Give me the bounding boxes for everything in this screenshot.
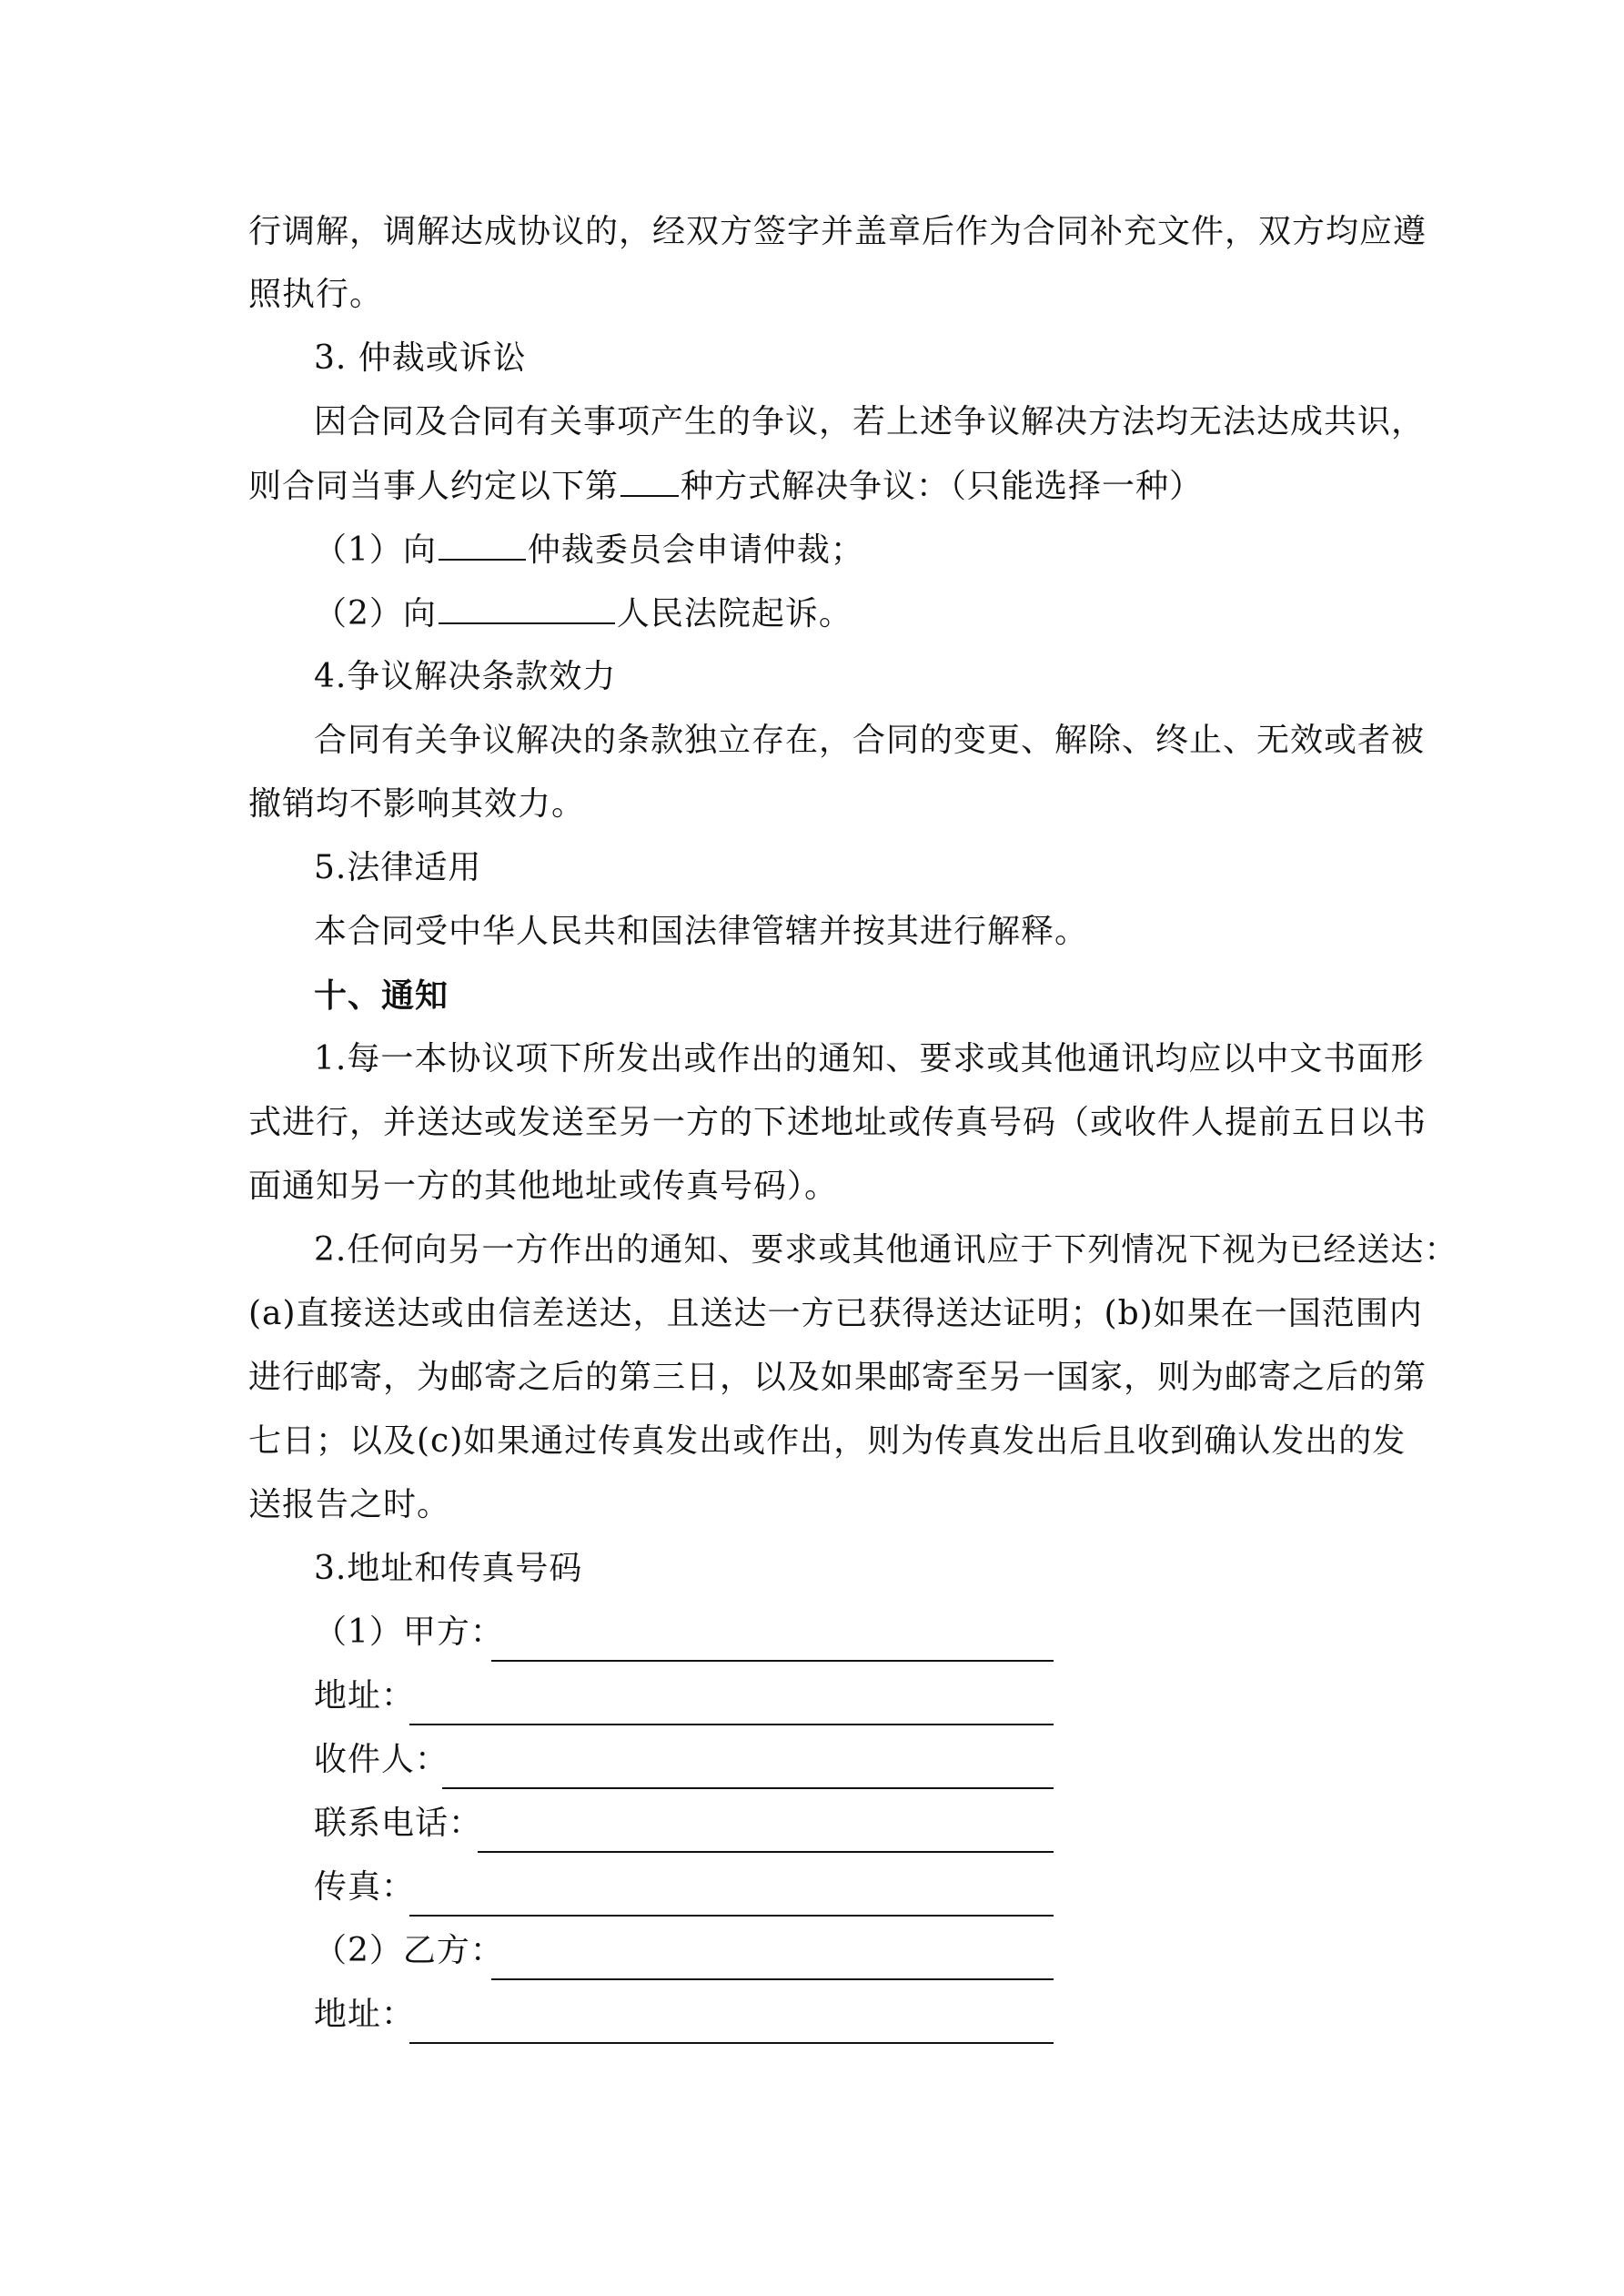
option-1-prefix: （1）向 <box>314 531 437 569</box>
party-a-fax-label: 传真： <box>314 1868 416 1906</box>
party-b-label: （2）乙方： <box>314 1932 504 1969</box>
dispute-line-2-after: 种方式解决争议：（只能选择一种） <box>681 468 1204 505</box>
method-number-blank[interactable] <box>620 464 679 497</box>
option-2-litigation <box>314 592 852 635</box>
notice-2-line-1: 2.任何向另一方作出的通知、要求或其他通讯应于下列情况下视为已经送达： <box>314 1231 1458 1269</box>
mediation-line-1: 行调解，调解达成协议的，经双方签字并盖章后作为合同补充文件，双方均应遵 <box>248 213 1427 250</box>
notice-2-line-3: 进行邮寄，为邮寄之后的第三日，以及如果邮寄至另一国家，则为邮寄之后的第 <box>248 1359 1427 1396</box>
item-3-title: 3. 仲裁或诉讼 <box>314 339 527 377</box>
party-a-fax-input-line[interactable] <box>409 1915 1054 1917</box>
party-b-input-line[interactable] <box>491 1978 1054 1980</box>
party-a-recipient-label: 收件人： <box>314 1741 449 1778</box>
notice-2-line-2: (a)直接送达或由信差送达，且送达一方已获得送达证明；(b)如果在一国范围内 <box>248 1295 1423 1332</box>
party-a-phone-label: 联系电话： <box>314 1805 483 1842</box>
notice-2-line-5: 送报告之时。 <box>248 1486 451 1523</box>
option-1-suffix: 仲裁委员会申请仲裁； <box>527 531 864 569</box>
option-2-prefix: （2）向 <box>314 595 437 632</box>
option-2-suffix: 人民法院起诉。 <box>616 595 852 632</box>
effect-line-2: 撤销均不影响其效力。 <box>248 785 586 823</box>
party-a-input-line[interactable] <box>491 1660 1054 1662</box>
law-line: 本合同受中华人民共和国法律管辖并按其进行解释。 <box>314 913 1089 950</box>
dispute-line-2 <box>248 464 1203 508</box>
notice-3-title: 3.地址和传真号码 <box>314 1550 583 1587</box>
item-4-title: 4.争议解决条款效力 <box>314 658 617 695</box>
item-5-title: 5.法律适用 <box>314 849 482 886</box>
section-10-title: 十、通知 <box>314 976 449 1015</box>
mediation-line-2: 照执行。 <box>248 276 384 313</box>
party-b-address-input-line[interactable] <box>409 2042 1054 2044</box>
party-a-label: （1）甲方： <box>314 1613 504 1651</box>
dispute-line-2-before: 则合同当事人约定以下第 <box>248 468 620 505</box>
effect-line-1: 合同有关争议解决的条款独立存在，合同的变更、解除、终止、无效或者被 <box>314 722 1426 759</box>
party-a-phone-input-line[interactable] <box>478 1851 1054 1853</box>
party-a-address-label: 地址： <box>314 1677 416 1714</box>
notice-1-line-2: 式进行，并送达或发送至另一方的下述地址或传真号码（或收件人提前五日以书 <box>248 1104 1427 1141</box>
option-1-arbitration <box>314 528 864 571</box>
party-b-address-label: 地址： <box>314 1996 416 2033</box>
notice-1-line-1: 1.每一本协议项下所发出或作出的通知、要求或其他通讯均应以中文书面形 <box>314 1040 1425 1077</box>
dispute-line-1: 因合同及合同有关事项产生的争议，若上述争议解决方法均无法达成共识， <box>314 403 1426 440</box>
party-a-recipient-input-line[interactable] <box>442 1787 1054 1789</box>
court-blank[interactable] <box>439 592 615 624</box>
party-a-address-input-line[interactable] <box>409 1724 1054 1725</box>
arbitration-committee-blank[interactable] <box>439 528 526 561</box>
notice-1-line-3: 面通知另一方的其他地址或传真号码）。 <box>248 1168 839 1205</box>
notice-2-line-4: 七日；以及(c)如果通过传真发出或作出，则为传真发出后且收到确认发出的发 <box>248 1422 1407 1460</box>
